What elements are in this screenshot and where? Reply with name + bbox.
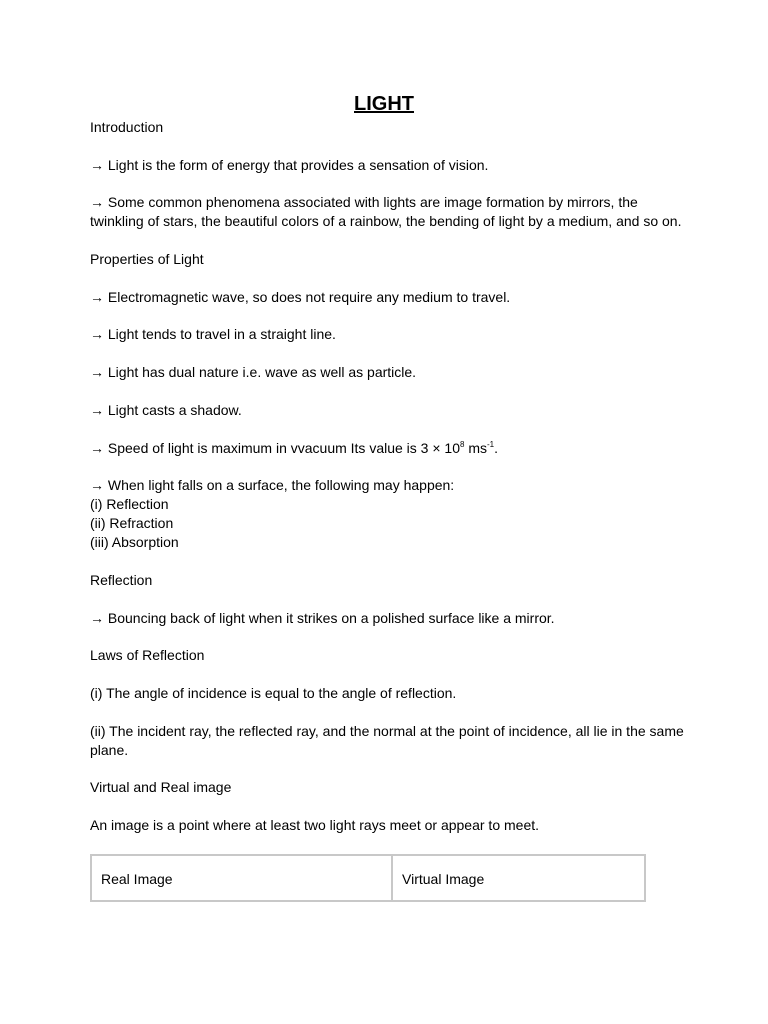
law-1: (i) The angle of incidence is equal to the angle of reflection. xyxy=(90,684,457,701)
document-title: LIGHT xyxy=(354,93,414,115)
properties-heading: Properties of Light xyxy=(90,251,204,268)
table-header-virtual-image: Virtual Image xyxy=(402,871,485,887)
images-definition: An image is a point where at least two light rays meet or appear to meet. xyxy=(90,817,540,833)
law-2-line-1: (ii) The incident ray, the reflected ray, and the normal at the point of incidence, all lie in the same xyxy=(90,722,684,739)
speed-suffix: . xyxy=(494,439,499,456)
surface-intro: → When light falls on a surface, the following may happen: xyxy=(90,477,455,494)
property-item: → Electromagnetic wave, so does not require any medium to travel. xyxy=(90,288,511,305)
property-item: → Light casts a shadow. xyxy=(90,401,242,418)
images-heading: Virtual and Real image xyxy=(90,779,232,796)
speed-unit: ms xyxy=(464,439,488,456)
intro-heading: Introduction xyxy=(90,119,164,135)
reflection-heading: Reflection xyxy=(90,571,153,588)
surface-item: (i) Reflection xyxy=(90,496,169,513)
property-item: → Light has dual nature i.e. wave as well as particle. xyxy=(90,364,417,381)
reflection-definition: → Bouncing back of light when it strikes on a polished surface like a mirror. xyxy=(90,609,555,626)
surface-item: (iii) Absorption xyxy=(90,534,179,551)
intro-paragraph-2-line-1: → Some common phenomena associated with lights are image formation by mirrors, the xyxy=(90,194,638,211)
property-item: → Light tends to travel in a straight line. xyxy=(90,326,336,343)
document-page xyxy=(90,90,690,902)
intro-paragraph-2-line-2: twinkling of stars, the beautiful colors of a rainbow, the bending of light by a medium, and so on. xyxy=(90,213,682,230)
surface-item: (ii) Refraction xyxy=(90,515,174,532)
law-2-line-2: plane. xyxy=(90,741,129,758)
speed-of-light-line xyxy=(90,439,690,458)
table-header-real-image: Real Image xyxy=(92,856,393,900)
speed-exponent: 8 xyxy=(460,439,465,449)
laws-heading: Laws of Reflection xyxy=(90,647,205,664)
intro-paragraph-1: → Light is the form of energy that provides a sensation of vision. xyxy=(90,156,489,173)
comparison-table xyxy=(90,854,646,902)
speed-unit-exponent: -1 xyxy=(487,439,495,449)
speed-text: → Speed of light is maximum in vvacuum Its value is 3 × 10 xyxy=(90,439,460,456)
